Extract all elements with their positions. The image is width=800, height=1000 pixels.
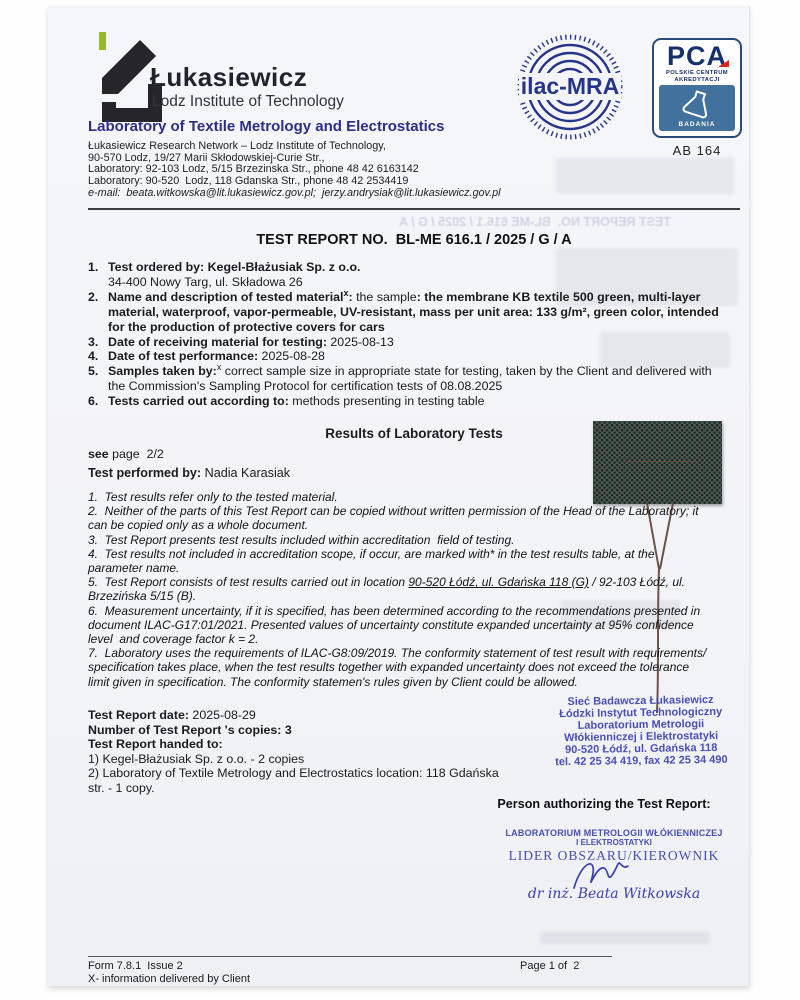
note: 2. Neither of the parts of this Test Report can be copied without written permission of the Head of the Laboratory; it can be copied only as a whole document. [88,504,702,533]
note: 4. Test results not included in accreditation scope, if occur, are marked with* in the test results table, at the parameter name. [88,546,658,576]
bleed-through-blot [540,932,710,944]
results-heading: Results of Laboratory Tests [325,426,503,441]
accreditation-number: AB 164 [672,143,722,158]
item-samples-taken-by: 5. Samples taken by:$^x$ correct sample size in appropriate state for testing, taken by the Client and delivered with the Commission's Sampling Protocol for certification tests of 08.08.2025 [88,362,716,394]
address-line: Laboratory: 92-103 Lodz, 5/15 Brzezinska Str., phone 48 42 6163142 [88,163,419,176]
footnote-x: X- information delivered by Client [88,973,251,985]
header-divider [88,208,740,210]
page-number: Page 1 of 2 [520,960,580,972]
authorization-heading: Person authorizing the Test Report: [497,797,711,811]
stamp-line: LIDER OBSZARU/KIEROWNIK [508,848,720,863]
email-line: e-mail: beata.witkowska@lit.lukasiewicz.gov.pl; jerzy.andrysiak@lit.lukasiewicz.gov.pl [88,186,501,199]
pca-box [652,38,742,138]
pca-badge-label: BADANIA [678,121,716,128]
note: 3. Test Report presents test results included within accreditation field of testing. [88,532,515,547]
note: 7. Laboratory uses the requirements of ILAC-G8:09/2019. The conformity statement of test result with requirements/ specification takes place, when the test results together with expanded uncertainty does not exceed the tolerance limit given in specification. The conformity statemen's rules given by Client could be allowed. [88,646,710,689]
stamp-line: tel. 42 25 34 419, fax 42 25 34 490 [555,753,728,768]
address-line: Laboratory: 90-520 Lodz, 118 Gdanska Str., phone 48 42 2534419 [88,175,409,188]
stamp-line: Sieć Badawcza Łukasiewicz [567,693,714,709]
note: 5. Test Report consists of test results carried out in location 90-520 Łódź, ul. Gdańska 118 (G) / 92-103 Łódź, ul. Brzezińska 5/15 (B). [88,575,689,604]
brand-subtitle: Lodz Institute of Technology [152,93,344,110]
authorizing-person-name: dr inż. Beata Witkowska [527,886,701,902]
copies-count: Number of Test Report 's copies: 3 [88,722,292,737]
pca-badge [659,85,735,131]
laboratory-address-stamp [516,694,767,769]
bleed-through-text: TEST REPORT NO. BL-ME 616.1 / 2025 / G / A [399,215,671,229]
thread-icon [627,461,698,462]
stamp-line: 90-520 Łódź, ul. Gdańska 118 [565,741,718,756]
item-test-ordered-by: 1. Test ordered by: Kegel-Błażusiak Sp. z o.o. 34-400 Nowy Targ, ul. Składowa 26 [88,260,361,289]
address-line: Łukasiewicz Research Network – Lodz Institute of Technology, [88,140,386,152]
note: 1. Test results refer only to the tested material. [88,490,338,504]
ilac-mra-label: ilac-MRA [520,73,620,99]
stamp-line: Łódzki Instytut Technologiczny [559,705,723,721]
footer-divider [88,956,612,957]
pca-accreditation-icon [652,38,742,158]
brand-name: Łukasiewicz [150,62,308,92]
stamp-line: Włókienniczej i Elektrostatyki [563,729,719,744]
item-date-received: 3. Date of receiving material for testing: 2025-08-13 [88,334,394,349]
laboratory-name: Laboratory of Textile Metrology and Electrostatics [88,118,445,135]
item-date-performed: 4. Date of test performance: 2025-08-28 [88,349,325,364]
see-page-reference: see page 2/2 [88,447,164,461]
report-distribution-info [88,708,508,796]
item-material-description: 2. Name and description of tested material$^x$: the sample: the membrane KB textile 500 green, multi-layer material, waterproof, vapor-permeable, UV-resistant, mass per unit area: 133 g/m², green color, intended for the production of protective covers for cars [88,287,723,334]
form-number: Form 7.8.1 Issue 2 [88,960,183,972]
test-performed-by: Test performed by: Nadia Karasiak [88,466,291,480]
report-date: Test Report date: 2025-08-29 [88,708,256,722]
pca-org-name: POLSKIE CENTRUM AKREDYTACJI [665,70,729,83]
stamp-line: Laboratorium Metrologii [577,717,705,732]
item-test-methods: 6. Tests carried out according to: methods presenting in testing table [88,394,485,409]
report-items [88,260,723,409]
note: 6. Measurement uncertainty, if it is specified, has been determined according to the recommendations presented in document ILAC-G17:01/2021. Presented values of uncertainty constitute expanded uncertainty at 95% confidence level and coverage factor k = 2. [88,603,704,647]
stamp-line: I ELEKTROSTATYKI [576,838,652,847]
handed-to-2: 2) Laboratory of Textile Metrology and Electrostatics location: 118 Gdańska str. - 1 copy. [88,766,503,795]
address-line: 90-570 Lodz, 19/27 Marii Skłodowskiej-Curie Str., [88,151,325,164]
stamp-line: LABORATORIUM METROLOGII WŁÓKIENNICZEJ [505,828,723,838]
flask-icon [680,89,714,121]
legal-notes [88,490,712,689]
pca-word: PCA [666,41,727,71]
report-title: TEST REPORT NO. BL-ME 616.1 / 2025 / G / A [256,232,572,248]
bleed-through-blot [556,158,734,194]
laboratory-address [88,141,558,200]
ilac-mra-seal-icon [516,33,624,146]
handed-to-label: Test Report handed to: [88,737,223,752]
handed-to-1: 1) Kegel-Błażusiak Sp. z o.o. - 2 copies [88,751,305,766]
